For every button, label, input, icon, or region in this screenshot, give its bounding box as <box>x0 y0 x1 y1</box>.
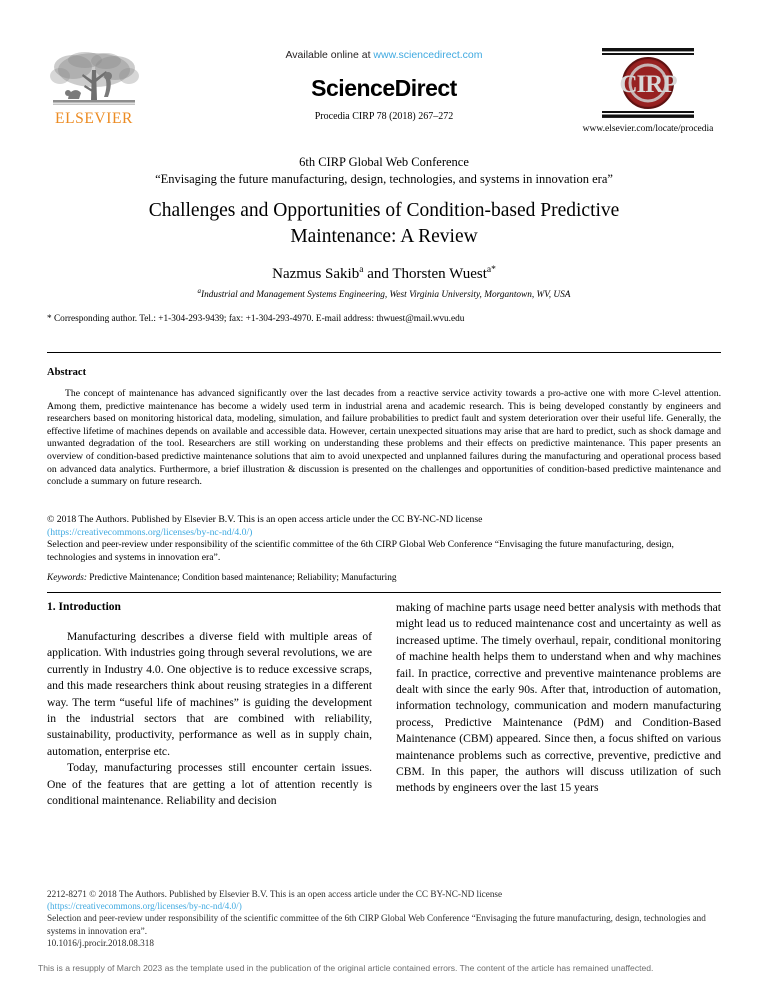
author-1-affiliation-marker: a <box>359 265 364 275</box>
paragraph-left-2: Today, manufacturing processes still encounter certain issues. One of the features that are getting a lot of attention recently is conditional maintenance. Reliability and decision <box>47 761 372 808</box>
license-block <box>47 514 721 564</box>
conference-theme: “Envisaging the future manufacturing, design, technologies, and systems in innovation era” <box>155 172 613 186</box>
affiliation-text: Industrial and Management Systems Engineering, West Virginia University, Morgantown, WV, USA <box>201 290 571 301</box>
sciencedirect-link[interactable]: www.sciencedirect.com <box>373 49 483 61</box>
conference-name: 6th CIRP Global Web Conference <box>299 155 469 169</box>
elsevier-wordmark: ELSEVIER <box>55 110 133 127</box>
available-online-label: Available online at <box>285 49 374 61</box>
author-2-affiliation-marker: a* <box>486 265 496 275</box>
conference-block <box>64 154 704 188</box>
footer-issn-copyright: 2212-8271 © 2018 The Authors. Published by Elsevier B.V. This is an open access article under the CC BY-NC-ND license <box>47 889 503 899</box>
keywords-label: Keywords: <box>47 573 87 583</box>
elsevier-logo <box>47 50 141 128</box>
masthead <box>0 0 768 148</box>
sciencedirect-wordmark: ScienceDirect <box>311 75 457 101</box>
copyright-line: © 2018 The Authors. Published by Elsevier B.V. This is an open access article under the CC BY-NC-ND license <box>47 514 483 525</box>
body-column-left <box>47 600 372 809</box>
cirp-logo-icon <box>594 47 702 119</box>
elsevier-tree-icon <box>47 50 141 110</box>
cirp-block <box>560 47 736 135</box>
paragraph-right-1: making of machine parts usage need better analysis with methods that might lead us to reduced maintenance cost and uncertainty as well as increased uptime. The timely overhaul, repair, conditional monitoring of machine health helps them to understand when and why machines fail. In practice, corrective and preventive maintenance problems are dealt with since the early 90s. After that, introduction of automation, information technology, communication and modern manufacturing process, Predictive Maintenance (PdM) and Condition-Based Maintenance (CBM) appeared. Since then, a focus shifted on various maintenance problems such as corrective, preventive, predictive and CBM. In this paper, the authors will discuss utilization of such methods by engineers over the last 15 years <box>396 601 721 795</box>
body-column-right <box>396 600 721 797</box>
author-list <box>96 260 672 284</box>
keywords-value: Predictive Maintenance; Condition based maintenance; Reliability; Manufacturing <box>86 573 397 583</box>
author-1: Nazmus Sakib <box>272 266 360 282</box>
affiliation-marker: a <box>197 287 202 295</box>
abstract-heading: Abstract <box>47 367 87 378</box>
author-2: and Thorsten Wuest <box>363 266 487 282</box>
elsevier-locate-url[interactable]: www.elsevier.com/locate/procedia <box>582 124 714 134</box>
footer-block <box>47 888 723 949</box>
peer-review-line: Selection and peer-review under responsibility of the scientific committee of the 6th CIRP Global Web Conference “Envisaging the future manufacturing, design, technologies and systems in innovation era”. <box>47 539 674 563</box>
divider-body <box>47 592 721 593</box>
footer-peer-review: Selection and peer-review under responsibility of the scientific committee of the 6th CIRP Global Web Conference “Envisaging the future manufacturing, design, technologies and systems in innovation era”. <box>47 913 706 936</box>
resupply-note: This is a resupply of March 2023 as the template used in the publication of the original article contained errors. The content of the article has remained unaffected. <box>38 963 654 973</box>
journal-citation: Procedia CIRP 78 (2018) 267–272 <box>314 111 454 122</box>
sciencedirect-block <box>208 48 560 123</box>
available-online-line <box>208 48 560 62</box>
svg-text:CIRP: CIRP <box>619 71 677 98</box>
license-url-link[interactable]: (https://creativecommons.org/licenses/by-nc-nd/4.0/) <box>47 526 253 538</box>
divider-top <box>47 352 721 353</box>
corresponding-author-note: * Corresponding author. Tel.: +1-304-293-9439; fax: +1-304-293-4970. E-mail address: thwuest@mail.wvu.edu <box>47 314 465 324</box>
keywords <box>47 572 721 584</box>
footer-doi: 10.1016/j.procir.2018.08.318 <box>47 937 154 948</box>
section-heading-introduction: 1. Introduction <box>47 601 121 613</box>
paragraph-left-1: Manufacturing describes a diverse field with multiple areas of application. With industries going through several revolutions, we are currently in Industry 4.0. One objective is to reduce excessive scraps, and this made researchers think about reusing strategies in a different way. The term “useful life of machines” is guiding the development in the industrial sectors that are combined with reliability, sustainability, productivity, performance as well as in supply chain, automation, enterprise etc. <box>47 630 372 758</box>
page-title: Challenges and Opportunities of Condition-based Predictive Maintenance: A Review <box>148 200 620 247</box>
abstract-body: The concept of maintenance has advanced significantly over the last decades from a reactive service activity towards a pro-active one with more C-level attention. Among them, predictive maintenance has become a widely used term in industrial arena and academic research. This is being developed constantly by engineers and researchers based on monitoring historical data, modeling, simulation, and failure probabilities to predict fault and system deterioration over their useful life. Generally, the effective lifetime of machines depends on available and accessible data. However, certain unexpected situations may arise that are hard to predict, such as shock damage and unwanted degradation of the tool. Researchers are still working on understanding these problems and their effects on predictive maintenance. This paper presents an overview of condition-based predictive maintenance solutions that aim to avoid unexpected and unplanned failures during the manufacturing and operational process based on advanced data analytics. Furthermore, a brief illustration & discussion is presented on the challenges and opportunities of condition-based predictive maintenance and conclude a summary on future research. <box>47 388 721 488</box>
footer-license-link[interactable]: (https://creativecommons.org/licenses/by-nc-nd/4.0/) <box>47 901 242 912</box>
affiliation <box>96 285 672 302</box>
